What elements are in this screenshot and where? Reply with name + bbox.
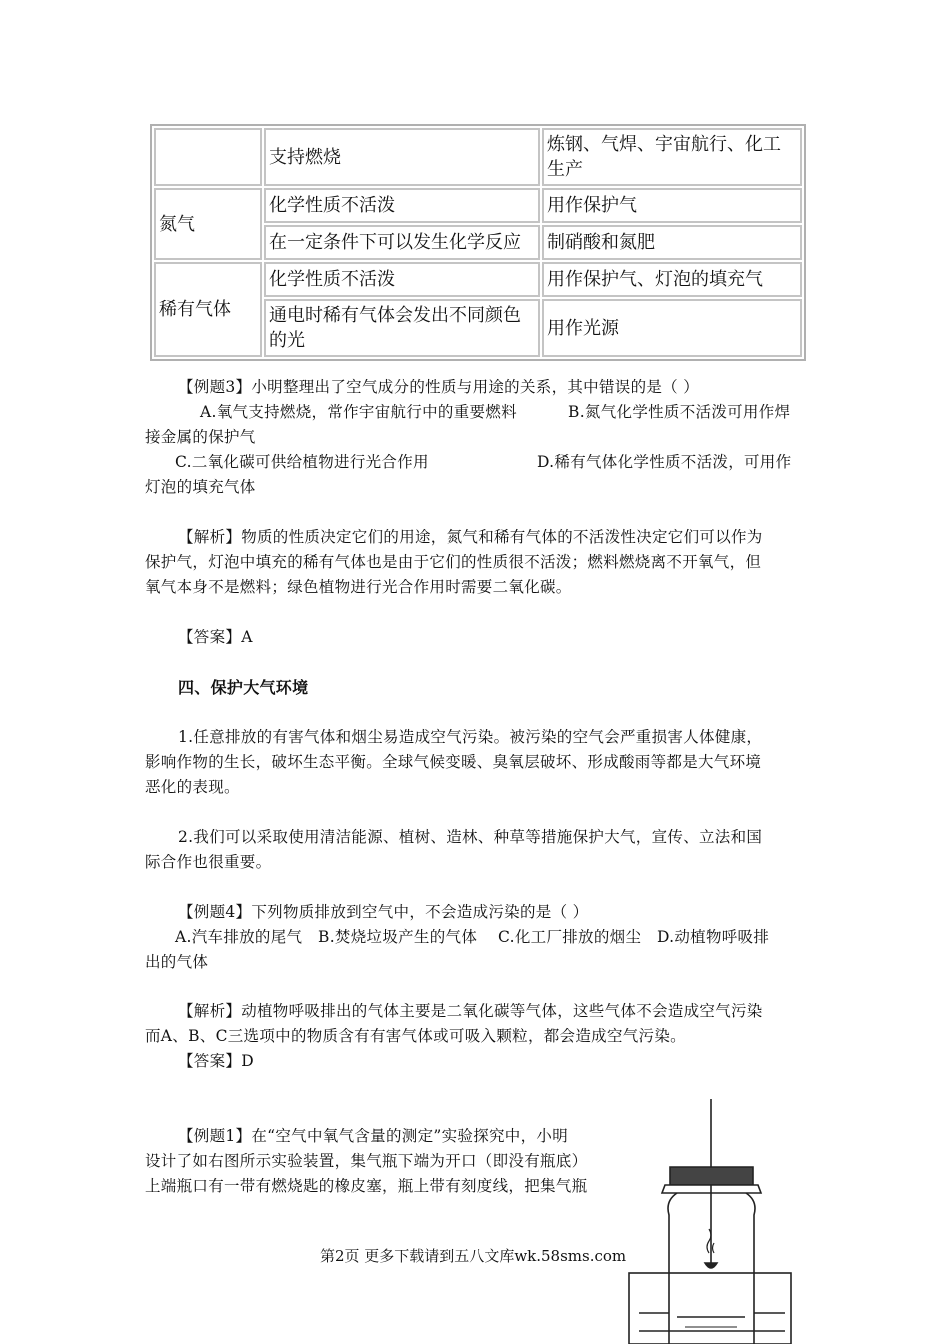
example3-analysis-line3: 氧气本身不是燃料；绿色植物进行光合作用时需要二氧化碳。 [145,578,572,596]
table-cell-substance [154,128,262,186]
example4-analysis-line1: 【解析】动植物呼吸排出的气体主要是二氧化碳等气体，这些气体不会造成空气污染 [178,1002,763,1020]
example3-option-b-cont: 接金属的保护气 [145,428,256,446]
example3-question: 【例题3】小明整理出了空气成分的性质与用途的关系，其中错误的是（ ） [178,378,699,396]
table-cell-property: 通电时稀有气体会发出不同颜色的光 [264,299,540,357]
section-heading: 四、保护大气环境 [178,678,309,697]
table-cell-property: 化学性质不活泼 [264,188,540,223]
table-cell-property: 化学性质不活泼 [264,262,540,297]
burning-spoon-bowl [705,1263,717,1268]
table-cell-use: 炼钢、气焊、宇宙航行、化工生产 [542,128,802,186]
table-cell-substance: 氮气 [154,188,262,260]
page-footer: 第2页 更多下载请到五八文库wk.58sms.com [320,1247,627,1265]
section4-paragraph2-line1: 2.我们可以采取使用清洁能源、植树、造林、种草等措施保护大气，宣传、立法和国 [178,828,763,846]
table-cell-property: 支持燃烧 [264,128,540,186]
apparatus-illustration [625,1095,795,1344]
example3-option-d: D.稀有气体化学性质不活泼，可用作 [537,453,792,471]
example1-line2: 设计了如右图所示实验装置，集气瓶下端为开口（即没有瓶底） [145,1152,588,1170]
example4-options: A.汽车排放的尾气 B.焚烧垃圾产生的气体 C.化工厂排放的烟尘 D.动植物呼吸排 [175,928,770,946]
example3-analysis-line2: 保护气，灯泡中填充的稀有气体也是由于它们的性质很不活泼；燃料燃烧离不开氧气，但 [145,553,762,571]
example3-option-d-cont: 灯泡的填充气体 [145,478,256,496]
table-cell-substance: 稀有气体 [154,262,262,357]
table-cell-use: 用作保护气 [542,188,802,223]
table-cell-use: 用作光源 [542,299,802,357]
section4-paragraph2-line2: 际合作也很重要。 [145,853,272,871]
table-row [154,262,802,297]
table-cell-property: 在一定条件下可以发生化学反应 [264,225,540,260]
table-row [154,188,802,223]
section4-paragraph1-line3: 恶化的表现。 [145,778,240,796]
table-cell-use: 制硝酸和氮肥 [542,225,802,260]
example4-options-cont: 出的气体 [145,953,209,971]
example3-analysis-line1: 【解析】物质的性质决定它们的用途，氮气和稀有气体的不活泼性决定它们可以作为 [178,528,763,546]
example3-option-b: B.氮气化学性质不活泼可用作焊 [568,403,791,421]
example3-option-a: A.氧气支持燃烧，常作宇宙航行中的重要燃料 [200,403,517,421]
example1-line3: 上端瓶口有一带有燃烧匙的橡皮塞，瓶上带有刻度线，把集气瓶 [145,1177,588,1195]
table-row [154,128,802,186]
properties-table [150,124,806,361]
section4-paragraph1-line1: 1.任意排放的有害气体和烟尘易造成空气污染。被污染的空气会严重损害人体健康， [178,728,763,746]
rubber-stopper [670,1167,753,1185]
table-cell-use: 用作保护气、灯泡的填充气 [542,262,802,297]
example4-question: 【例题4】下列物质排放到空气中，不会造成污染的是（ ） [178,903,589,921]
example4-answer: 【答案】D [178,1052,254,1070]
water-trough [629,1273,791,1344]
example3-option-c: C.二氧化碳可供给植物进行光合作用 [175,453,429,471]
section4-paragraph1-line2: 影响作物的生长，破坏生态平衡。全球气候变暖、臭氧层破坏、形成酸雨等都是大气环境 [145,753,762,771]
example1-line1: 【例题1】在“空气中氧气含量的测定”实验探究中，小明 [178,1127,569,1145]
example4-analysis-line2: 而A、B、C三选项中的物质含有有害气体或可吸入颗粒，都会造成空气污染。 [145,1027,686,1045]
example3-answer: 【答案】A [178,628,253,646]
